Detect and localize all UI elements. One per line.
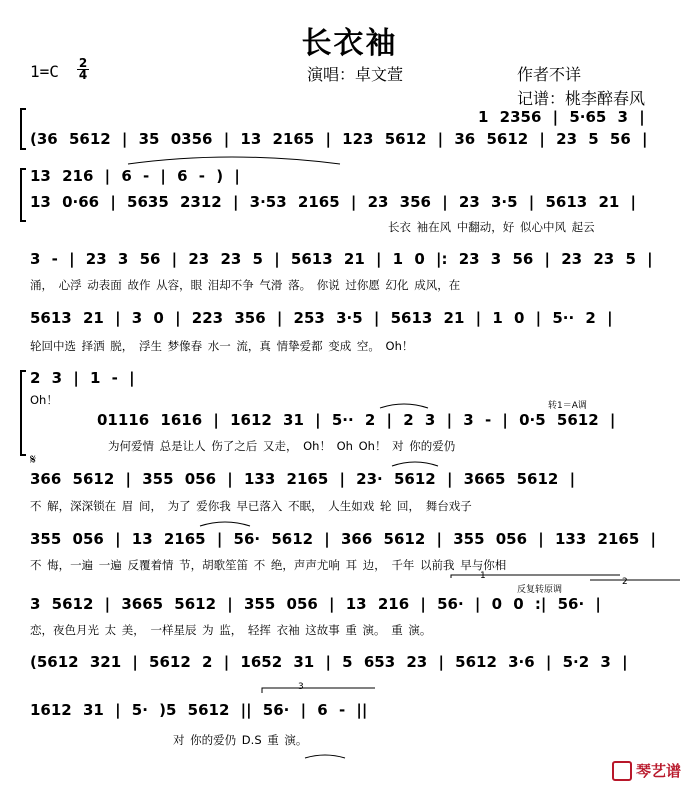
logo-icon (612, 761, 632, 781)
score-line-10: 355 056 | 13 2165 | 56· 5612 | 366 5612 | 355 056 | 133 2165 | (30, 530, 656, 548)
score-line-6: 5613 21 | 3 0 | 223 356 | 253 3·5 | 5613 21 | 1 0 | 5·· 2 | (30, 309, 613, 327)
score-line-4: 13 0·66 | 5635 2312 | 3·53 2165 | 23 356 | 23 3·5 | 5613 21 | (30, 193, 637, 211)
slur-arc (200, 522, 250, 526)
lyrics-line-5: 涌， 心浮 动表面 故作 从容，眼 泪却不争 气滑 落。 你说 过你愿 幻化 成风，在 (30, 278, 461, 292)
lyrics-line-9: 不 解，深深锁在 眉 间， 为了 爱你我 早已落入 不眠， 人生如戏 轮 回， 舞台戏子 (30, 499, 472, 513)
score-line-1: 1 2356 | 5·65 3 | (478, 108, 645, 126)
slur-arc (392, 462, 438, 466)
lyrics-line-6: 轮回中选 择洒 脱， 浮生 梦像春 水一 流，真 情挚爱都 变成 空。 Oh！ (30, 339, 414, 353)
key-change-marker: 转1＝A调 (548, 401, 587, 411)
score-line-13: 1612 31 | 5· )5 5612 || 56· | 6 - || (30, 701, 368, 719)
lyrics-line-8: 为何爱情 总是让人 伤了之后 又走， Oh！ Oh Oh！ 对 你的爱仍 (108, 439, 456, 453)
slur-arc (305, 755, 345, 758)
volta-1-bracket (451, 575, 620, 578)
volta-note: 反复转原调 (517, 585, 563, 595)
lyrics-line-4: 长衣 袖在风 中翻动，好 似心中风 起云 (388, 220, 595, 234)
song-title: 长衣袖 (301, 26, 398, 61)
transcriber-credit: 记谱：桃李醉春风 (517, 89, 646, 108)
time-signature-bottom: 4 (78, 68, 88, 82)
time-signature-top: 2 (78, 56, 88, 70)
slur-arc (128, 157, 340, 164)
score-line-7: 2 3 | 1 - | (30, 369, 135, 387)
score-line-3: 13 216 | 6 - | 6 - ) | (30, 167, 240, 185)
score-line-2: (36 5612 | 35 0356 | 13 2165 | 123 5612 | 36 5612 | 23 5 56 | (30, 130, 648, 148)
volta-2-number: 2 (622, 577, 628, 587)
segno-sign: 𝄋 (30, 452, 37, 468)
score-line-9: 366 5612 | 355 056 | 133 2165 | 23· 5612 | 3665 5612 | (30, 470, 576, 488)
score-line-11: 3 5612 | 3665 5612 | 355 056 | 13 216 | 56· | 0 0 :| 56· | (30, 595, 601, 613)
lyrics-line-7: Oh！ (30, 393, 58, 407)
score-line-8: 01116 1616 | 1612 31 | 5·· 2 | 2 3 | 3 - | 0·5 5612 | (97, 411, 616, 429)
site-logo-text: 琴艺谱 (636, 762, 682, 780)
score-line-12: (5612 321 | 5612 2 | 1652 31 | 5 653 23 | 5612 3·6 | 5·2 3 | (30, 653, 628, 671)
site-logo (612, 760, 681, 782)
volta-1-number: 1 (480, 571, 486, 581)
singer-credit: 演唱：卓文萱 (307, 65, 404, 84)
lyrics-line-10: 不 悔，一遍 一遍 反覆着情 节，胡歌笙笛 不 绝，声声尤响 耳 边， 千年 以前我 早与你相 (30, 558, 507, 572)
slur-arc (380, 404, 428, 408)
volta-3-number: 3 (298, 682, 304, 692)
score-line-5: 3 - | 23 3 56 | 23 23 5 | 5613 21 | 1 0 |: 23 3 56 | 23 23 5 | (30, 250, 653, 268)
lyrics-line-11: 恋，夜色月光 太 美， 一样星辰 为 监， 轻挥 衣袖 这故事 重 演。 重 演。 (30, 623, 432, 637)
volta-3-bracket (262, 688, 375, 693)
lyrics-line-13: 对 你的爱仍 D.S 重 演。 (173, 733, 308, 747)
composer-credit: 作者不详 (517, 65, 582, 84)
key-signature: 1=C (30, 62, 59, 81)
